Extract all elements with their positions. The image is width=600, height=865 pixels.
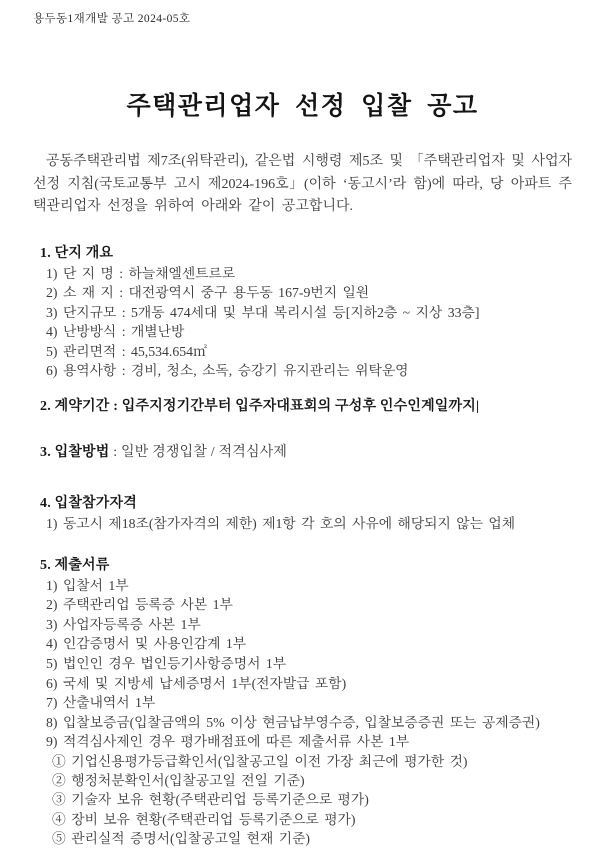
list-item: 3) 단지규모 : 5개동 474세대 및 부대 복리시설 등[지하2층 ~ 지상 33층] xyxy=(46,304,480,320)
section3-heading: 3. 입찰방법 xyxy=(40,445,110,461)
contract-period-line xyxy=(40,397,572,416)
page-title: 주택관리업자 선정 입찰 공고 xyxy=(126,93,479,120)
doc-number: 용두동1재개발 공고 2024-05호 xyxy=(33,13,191,25)
list-item: 9) 적격심사제인 경우 평가배점표에 따른 제출서류 사본 1부 xyxy=(46,734,410,750)
list-item: 7) 산출내역서 1부 xyxy=(46,695,156,711)
section3-separator: : xyxy=(109,445,121,461)
section4-heading: 4. 입찰참가자격 xyxy=(40,496,137,512)
section2-heading: 2. 계약기간 xyxy=(40,399,110,415)
list-item: 8) 입찰보증금(입찰금액의 5% 이상 현금납부영수증, 입찰보증증권 또는 공제증권) xyxy=(46,714,540,730)
section2-separator: : xyxy=(109,399,122,415)
list-item: 1) 입찰서 1부 xyxy=(46,577,129,593)
section-contract-period xyxy=(33,397,572,416)
sub-list-item: ④ 장비 보유 현황(주택관리업 등록기준으로 평가) xyxy=(52,811,356,827)
bid-method-line xyxy=(40,443,572,462)
list-item: 4) 인감증명서 및 사용인감계 1부 xyxy=(46,636,247,652)
section-submission-documents xyxy=(33,556,572,848)
section-bid-qualification xyxy=(33,494,572,534)
list-item: 1) 동고시 제18조(참가자격의 제한) 제1항 각 호의 사유에 해당되지 않는 업체 xyxy=(46,516,516,532)
list-item: 1) 단 지 명 : 하늘채엘센트르로 xyxy=(46,265,236,281)
sub-list-item: ① 기업신용평가등급확인서(입찰공고일 이전 가장 최근에 평가한 것) xyxy=(52,754,468,769)
list-item: 4) 난방방식 : 개별난방 xyxy=(46,324,185,340)
section1-heading: 1. 단지 개요 xyxy=(40,245,114,261)
list-item: 6) 국세 및 지방세 납세증명서 1부(전자발급 포함) xyxy=(46,675,347,691)
section-complex-overview xyxy=(33,244,572,382)
intro-paragraph: 공동주택관리법 제7조(위탁관리), 같은법 시행령 제5조 및 「주택관리업자 및 사업자 선정 지침(국토교통부 고시 제2024-196호」(이하 ‘동고시’라 함)에 따라, 당 아파트 주택관리업자 선정을 위하여 아래와 같이 공고합니다. xyxy=(33,154,572,214)
sub-list-item: ② 행정처분확인서(입찰공고일 전일 기준) xyxy=(52,773,305,789)
section-bid-method xyxy=(33,443,572,462)
list-item: 3) 사업자등록증 사본 1부 xyxy=(46,616,201,632)
list-item: 2) 주택관리업 등록증 사본 1부 xyxy=(46,597,233,613)
sub-list-item: ⑤ 관리실적 증명서(입찰공고일 현재 기준) xyxy=(52,830,311,846)
section2-value: 입주지정기간부터 입주자대표회의 구성후 인수인계일까지| xyxy=(121,399,480,415)
sub-list-item: ③ 기술자 보유 현황(주택관리업 등록기준으로 평가) xyxy=(52,792,369,808)
list-item: 2) 소 재 지 : 대전광역시 중구 용두동 167-9번지 일원 xyxy=(46,285,370,301)
list-item: 6) 용역사항 : 경비, 청소, 소독, 승강기 유지관리는 위탁운영 xyxy=(46,363,409,379)
section3-value: 일반 경쟁입찰 / 적격심사제 xyxy=(121,445,288,461)
list-item: 5) 관리면적 : 45,534.654㎡ xyxy=(46,343,207,359)
list-item: 5) 법인인 경우 법인등기사항증명서 1부 xyxy=(46,656,287,672)
section5-heading: 5. 제출서류 xyxy=(40,557,110,573)
